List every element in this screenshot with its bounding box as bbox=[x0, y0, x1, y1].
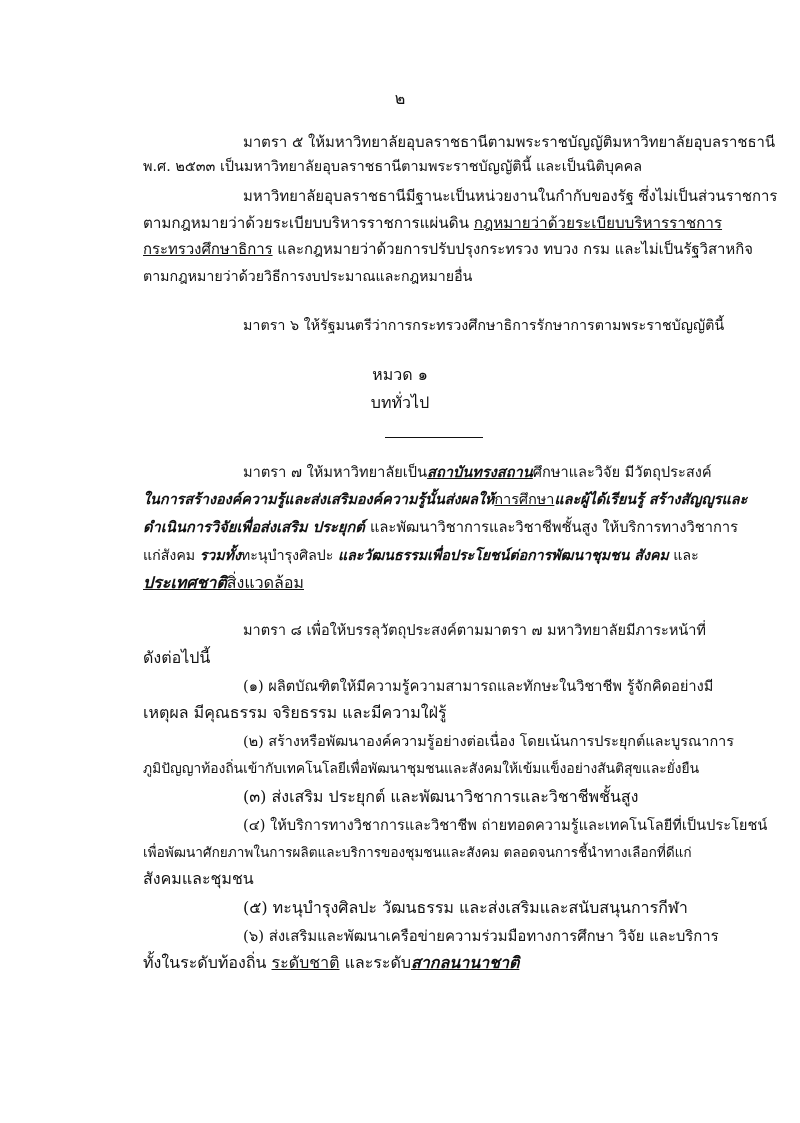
underlined-text: กฎหมายว่าด้วยระเบียบบริหารราชการ bbox=[473, 214, 723, 232]
amended-text: และผู้ได้เรียนรู้ สร้างสัญญูรและ bbox=[554, 491, 748, 508]
text-run: มาตรา ๗ ให้มหาวิทยาลัยเป็น bbox=[243, 464, 428, 481]
underlined-text: กระทรวงศึกษาธิการ bbox=[143, 240, 273, 258]
page-number: ๒ bbox=[394, 89, 406, 108]
section-5-para-2-line-3 bbox=[143, 238, 753, 260]
divider-line bbox=[385, 437, 483, 438]
section-5-para-2-line-1: มหาวิทยาลัยอุบลราชธานีมีฐานะเป็นหน่วยงานในกำกับของรัฐ ซึ่งไม่เป็นส่วนราชการ bbox=[243, 187, 778, 205]
item-6-line-2 bbox=[143, 952, 519, 974]
amended-text: ดำเนินการวิจัยเพื่อส่งเสริม ประยุกต์ bbox=[143, 519, 370, 536]
section-5-para-2-line-4: ตามกฎหมายว่าด้วยวิธีการงบประมาณและกฎหมายอื่น bbox=[143, 269, 473, 285]
section-5-para-2-line-2 bbox=[143, 212, 722, 234]
amended-text: ในการสร้างองค์ความรู้และส่งเสริมองค์ความรู้นั้นส่งผลให้ bbox=[143, 491, 495, 508]
section-6: มาตรา ๖ ให้รัฐมนตรีว่าการกระทรวงศึกษาธิการรักษาการตามพระราชบัญญัตินี้ bbox=[243, 318, 725, 334]
item-3: (๓) ส่งเสริม ประยุกต์ และพัฒนาวิชาการและวิชาชีพชั้นสูง bbox=[243, 787, 639, 806]
item-2-line-2: ภูมิปัญญาท้องถิ่นเข้ากับเทคโนโลยีเพื่อพัฒนาชุมชนและสังคมให้เข้มแข็งอย่างสันติสุขและยั่งยืน bbox=[143, 761, 700, 777]
item-1-line-2: เหตุผล มีคุณธรรม จริยธรรม และมีความใฝ่รู้ bbox=[143, 703, 447, 722]
text-run: และ bbox=[668, 548, 699, 564]
section-8-line-1: มาตรา ๘ เพื่อให้บรรลุวัตถุประสงค์ตามมาตรา ๗ มหาวิทยาลัยมีภาระหน้าที่ bbox=[243, 623, 706, 639]
section-7-line-5 bbox=[143, 572, 304, 594]
text-run: ทะนุบำรุงศิลปะ bbox=[240, 548, 338, 564]
text-run: ศึกษาและวิจัย มีวัตถุประสงค์ bbox=[532, 464, 712, 481]
item-6-line-1: (๖) ส่งเสริมและพัฒนาเครือข่ายความร่วมมือทางการศึกษา วิจัย และบริการ bbox=[243, 927, 719, 945]
text-run: และพัฒนาวิชาการและวิชาชีพชั้นสูง ให้บริการทางวิชาการ bbox=[369, 519, 739, 536]
amended-text: รวมทั้ง bbox=[199, 548, 241, 564]
item-1-line-1: (๑) ผลิตบัณฑิตให้มีความรู้ความสามารถและทักษะในวิชาชีพ รู้จักคิดอย่างมี bbox=[243, 678, 714, 695]
underlined-text: ระดับชาติ bbox=[271, 953, 340, 972]
section-7-line-1 bbox=[243, 462, 712, 484]
amended-text: สถาบันทรงสถาน bbox=[427, 464, 533, 481]
item-4-line-2: เพื่อพัฒนาศักยภาพในการผลิตและบริการของชุมชนและสังคม ตลอดจนการชี้นำทางเลือกที่ดีแก่ bbox=[143, 845, 692, 861]
section-5-line-2: พ.ศ. ๒๕๓๓ เป็นมหาวิทยาลัยอุบลราชธานีตามพระราชบัญญัตินี้ และเป็นนิติบุคคล bbox=[143, 159, 643, 175]
chapter-title: หมวด ๑ bbox=[372, 365, 428, 384]
item-2-line-1: (๒) สร้างหรือพัฒนาองค์ความรู้อย่างต่อเนื่อง โดยเน้นการประยุกต์และบูรณาการ bbox=[243, 734, 734, 750]
underlined-text: สิ่งแวดล้อม bbox=[226, 573, 304, 592]
text-run: และกฎหมายว่าด้วยการปรับปรุงกระทรวง ทบวง กรม และไม่เป็นรัฐวิสาหกิจ bbox=[272, 240, 753, 258]
section-7-line-4 bbox=[143, 545, 699, 567]
section-5-line-1: มาตรา ๕ ให้มหาวิทยาลัยอุบลราชธานีตามพระราชบัญญัติมหาวิทยาลัยอุบลราชธานี bbox=[243, 133, 776, 151]
item-4-line-1: (๔) ให้บริการทางวิชาการและวิชาชีพ ถ่ายทอดความรู้และเทคโนโลยีที่เป็นประโยชน์ bbox=[243, 817, 768, 834]
text-run: แก่สังคม bbox=[143, 548, 200, 564]
text-run: ตามกฎหมายว่าด้วยระเบียบบริหารราชการแผ่นดิน bbox=[143, 214, 474, 232]
item-4-line-3: สังคมและชุมชน bbox=[143, 869, 254, 888]
chapter-subtitle: บททั่วไป bbox=[370, 393, 430, 412]
amended-text: และวัฒนธรรมเพื่อประโยชน์ต่อการพัฒนาชุมชน สังคม bbox=[337, 548, 669, 564]
text-run: และระดับ bbox=[339, 953, 412, 972]
underlined-text: การศึกษา bbox=[494, 492, 555, 508]
amended-text: ประเทศชาติ bbox=[143, 573, 227, 592]
text-run: ทั้งในระดับท้องถิ่น bbox=[143, 953, 272, 972]
section-7-line-3 bbox=[143, 517, 738, 539]
item-5: (๕) ทะนุบำรุงศิลปะ วัฒนธรรม และส่งเสริมและสนับสนุนการกีฬา bbox=[243, 898, 688, 917]
section-7-line-2 bbox=[143, 489, 747, 511]
section-8-line-2: ดังต่อไปนี้ bbox=[143, 648, 211, 667]
amended-text: สากลนานาชาติ bbox=[411, 953, 520, 972]
